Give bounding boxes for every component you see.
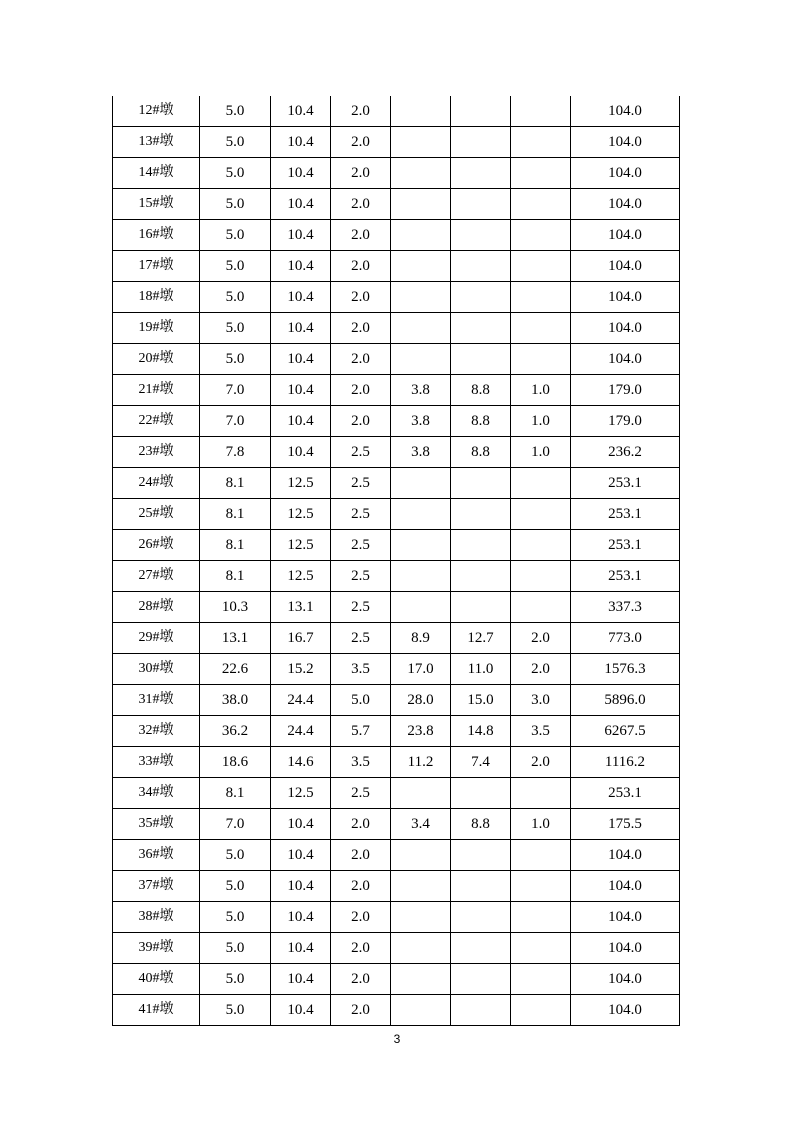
table-cell: [451, 840, 511, 871]
pier-id-cell: 37#墩: [113, 871, 200, 902]
table-cell: [511, 189, 571, 220]
table-cell: 104.0: [571, 251, 680, 282]
pier-id-cell: 25#墩: [113, 499, 200, 530]
table-cell: [391, 313, 451, 344]
table-row: [113, 778, 680, 809]
pier-id-cell: 20#墩: [113, 344, 200, 375]
table-cell: 2.0: [331, 251, 391, 282]
table-cell: 5.0: [200, 96, 271, 127]
table-cell: 2.0: [331, 964, 391, 995]
table-row: [113, 189, 680, 220]
table-cell: [511, 995, 571, 1026]
table-cell: 18.6: [200, 747, 271, 778]
table-cell: 7.0: [200, 406, 271, 437]
table-cell: 179.0: [571, 375, 680, 406]
table-cell: [451, 995, 511, 1026]
table-cell: 2.0: [331, 127, 391, 158]
table-cell: [451, 127, 511, 158]
table-cell: 2.0: [331, 282, 391, 313]
table-cell: 10.4: [271, 313, 331, 344]
table-cell: 3.8: [391, 375, 451, 406]
table-cell: 8.1: [200, 561, 271, 592]
table-row: [113, 282, 680, 313]
table-cell: 14.6: [271, 747, 331, 778]
table-cell: 104.0: [571, 127, 680, 158]
table-cell: 2.0: [331, 344, 391, 375]
table-row: [113, 871, 680, 902]
table-cell: 10.4: [271, 96, 331, 127]
pier-id-cell: 41#墩: [113, 995, 200, 1026]
table-cell: [391, 995, 451, 1026]
table-cell: 3.0: [511, 685, 571, 716]
table-cell: [391, 964, 451, 995]
table-cell: 8.8: [451, 375, 511, 406]
table-cell: 10.4: [271, 406, 331, 437]
table-cell: 5.0: [200, 189, 271, 220]
table-row: [113, 840, 680, 871]
table-cell: [511, 933, 571, 964]
table-cell: [391, 189, 451, 220]
table-cell: [391, 778, 451, 809]
table-cell: 104.0: [571, 840, 680, 871]
table-cell: 2.0: [511, 623, 571, 654]
table-cell: [451, 344, 511, 375]
table-cell: 104.0: [571, 313, 680, 344]
table-cell: [391, 561, 451, 592]
table-cell: 10.4: [271, 375, 331, 406]
table-row: [113, 437, 680, 468]
table-cell: 5.7: [331, 716, 391, 747]
table-cell: [391, 220, 451, 251]
table-cell: 3.8: [391, 406, 451, 437]
pier-id-cell: 21#墩: [113, 375, 200, 406]
table-cell: [511, 871, 571, 902]
table-cell: 2.0: [331, 902, 391, 933]
table-cell: [511, 902, 571, 933]
table-cell: 2.0: [331, 933, 391, 964]
table-row: [113, 313, 680, 344]
table-cell: 104.0: [571, 189, 680, 220]
table-row: [113, 902, 680, 933]
table-cell: 2.5: [331, 468, 391, 499]
table-cell: 10.4: [271, 251, 331, 282]
table-cell: 2.5: [331, 530, 391, 561]
table-cell: 5.0: [200, 313, 271, 344]
table-cell: 2.0: [331, 220, 391, 251]
table-cell: 175.5: [571, 809, 680, 840]
table-cell: 2.0: [331, 871, 391, 902]
table-cell: 104.0: [571, 220, 680, 251]
table-cell: 5896.0: [571, 685, 680, 716]
table-cell: 2.0: [331, 995, 391, 1026]
table-cell: [451, 282, 511, 313]
table-cell: [451, 561, 511, 592]
table-cell: 12.5: [271, 778, 331, 809]
table-cell: 104.0: [571, 96, 680, 127]
table-row: [113, 623, 680, 654]
pier-id-cell: 15#墩: [113, 189, 200, 220]
table-cell: [391, 499, 451, 530]
table-cell: [511, 127, 571, 158]
table-cell: [511, 840, 571, 871]
pier-id-cell: 36#墩: [113, 840, 200, 871]
table-cell: 5.0: [200, 344, 271, 375]
table-cell: 12.5: [271, 499, 331, 530]
table-cell: [511, 561, 571, 592]
table-cell: 12.5: [271, 468, 331, 499]
table-cell: 253.1: [571, 499, 680, 530]
table-cell: 1.0: [511, 809, 571, 840]
table-cell: [511, 468, 571, 499]
table-cell: 10.4: [271, 809, 331, 840]
table-cell: 5.0: [331, 685, 391, 716]
pier-id-cell: 13#墩: [113, 127, 200, 158]
table-cell: [451, 313, 511, 344]
table-cell: 10.4: [271, 871, 331, 902]
table-cell: [451, 964, 511, 995]
table-cell: 8.8: [451, 437, 511, 468]
table-cell: [511, 220, 571, 251]
table-row: [113, 747, 680, 778]
pier-id-cell: 39#墩: [113, 933, 200, 964]
table-cell: 12.5: [271, 561, 331, 592]
table-cell: 2.5: [331, 623, 391, 654]
table-cell: 10.4: [271, 220, 331, 251]
pier-id-cell: 18#墩: [113, 282, 200, 313]
table-row: [113, 716, 680, 747]
table-cell: [451, 96, 511, 127]
pier-id-cell: 38#墩: [113, 902, 200, 933]
table-cell: 10.4: [271, 189, 331, 220]
table-cell: 1.0: [511, 437, 571, 468]
table-cell: [451, 592, 511, 623]
table-cell: 253.1: [571, 561, 680, 592]
pier-id-cell: 33#墩: [113, 747, 200, 778]
table-cell: 38.0: [200, 685, 271, 716]
table-cell: [451, 778, 511, 809]
table-cell: [511, 530, 571, 561]
table-cell: 2.5: [331, 437, 391, 468]
table-cell: [391, 592, 451, 623]
table-cell: 5.0: [200, 127, 271, 158]
table-cell: [391, 933, 451, 964]
table-cell: [391, 530, 451, 561]
table-cell: 2.0: [331, 840, 391, 871]
table-cell: 337.3: [571, 592, 680, 623]
table-cell: 16.7: [271, 623, 331, 654]
table-cell: 10.4: [271, 127, 331, 158]
table-cell: 104.0: [571, 933, 680, 964]
table-cell: 14.8: [451, 716, 511, 747]
table-cell: 10.4: [271, 964, 331, 995]
table-cell: 12.7: [451, 623, 511, 654]
table-row: [113, 468, 680, 499]
table-cell: 2.5: [331, 778, 391, 809]
table-cell: 7.8: [200, 437, 271, 468]
table-cell: [391, 158, 451, 189]
table-cell: 5.0: [200, 220, 271, 251]
table-row: [113, 127, 680, 158]
table-cell: [451, 530, 511, 561]
table-cell: 10.4: [271, 902, 331, 933]
table-cell: 104.0: [571, 995, 680, 1026]
table-cell: 8.1: [200, 778, 271, 809]
table-cell: 1.0: [511, 406, 571, 437]
table-cell: [511, 282, 571, 313]
table-row: [113, 499, 680, 530]
table-cell: 2.0: [331, 158, 391, 189]
table-cell: 15.2: [271, 654, 331, 685]
table-cell: 3.4: [391, 809, 451, 840]
table-cell: [451, 189, 511, 220]
table-cell: 2.5: [331, 561, 391, 592]
table-cell: 2.0: [511, 654, 571, 685]
table-cell: [451, 499, 511, 530]
table-cell: 253.1: [571, 530, 680, 561]
table-cell: 10.4: [271, 995, 331, 1026]
table-cell: 104.0: [571, 282, 680, 313]
table-cell: 2.0: [511, 747, 571, 778]
table-cell: [391, 344, 451, 375]
table-cell: 104.0: [571, 902, 680, 933]
table-cell: 3.8: [391, 437, 451, 468]
table-cell: 23.8: [391, 716, 451, 747]
table-row: [113, 964, 680, 995]
table-cell: 24.4: [271, 685, 331, 716]
table-body: [113, 96, 680, 1026]
pier-id-cell: 24#墩: [113, 468, 200, 499]
table-cell: [511, 499, 571, 530]
table-cell: 236.2: [571, 437, 680, 468]
table-cell: [511, 313, 571, 344]
table-cell: 5.0: [200, 840, 271, 871]
table-cell: [451, 902, 511, 933]
table-row: [113, 96, 680, 127]
table-cell: 773.0: [571, 623, 680, 654]
table-cell: 5.0: [200, 964, 271, 995]
table-row: [113, 220, 680, 251]
table-row: [113, 654, 680, 685]
table-cell: 7.4: [451, 747, 511, 778]
table-cell: [511, 778, 571, 809]
table-cell: [511, 964, 571, 995]
table-cell: [451, 220, 511, 251]
table-cell: 104.0: [571, 158, 680, 189]
table-cell: 8.1: [200, 530, 271, 561]
table-cell: [451, 251, 511, 282]
table-cell: 1116.2: [571, 747, 680, 778]
table-cell: 1.0: [511, 375, 571, 406]
table-cell: 8.8: [451, 809, 511, 840]
table-row: [113, 344, 680, 375]
table-cell: 5.0: [200, 158, 271, 189]
table-cell: 6267.5: [571, 716, 680, 747]
table-cell: 5.0: [200, 282, 271, 313]
table-row: [113, 530, 680, 561]
table-cell: [511, 96, 571, 127]
pier-id-cell: 12#墩: [113, 96, 200, 127]
pier-id-cell: 40#墩: [113, 964, 200, 995]
pier-id-cell: 27#墩: [113, 561, 200, 592]
table-cell: 17.0: [391, 654, 451, 685]
table-row: [113, 685, 680, 716]
table-row: [113, 809, 680, 840]
pier-id-cell: 28#墩: [113, 592, 200, 623]
table-row: [113, 561, 680, 592]
table-cell: 13.1: [200, 623, 271, 654]
table-cell: 10.4: [271, 933, 331, 964]
table-cell: 10.4: [271, 840, 331, 871]
table-cell: 28.0: [391, 685, 451, 716]
table-cell: 3.5: [331, 654, 391, 685]
table-cell: 5.0: [200, 902, 271, 933]
table-cell: [451, 933, 511, 964]
pier-id-cell: 26#墩: [113, 530, 200, 561]
table-cell: 2.5: [331, 592, 391, 623]
table-cell: [511, 592, 571, 623]
pier-id-cell: 29#墩: [113, 623, 200, 654]
pier-id-cell: 31#墩: [113, 685, 200, 716]
table-cell: 253.1: [571, 778, 680, 809]
table-cell: 253.1: [571, 468, 680, 499]
table-cell: 24.4: [271, 716, 331, 747]
table-row: [113, 406, 680, 437]
table-cell: [451, 468, 511, 499]
table-cell: 15.0: [451, 685, 511, 716]
table-cell: 1576.3: [571, 654, 680, 685]
table-cell: 12.5: [271, 530, 331, 561]
table-cell: 10.3: [200, 592, 271, 623]
table-cell: [391, 127, 451, 158]
table-cell: 7.0: [200, 809, 271, 840]
table-cell: 2.0: [331, 189, 391, 220]
table-row: [113, 933, 680, 964]
table-cell: 8.1: [200, 468, 271, 499]
table-cell: 5.0: [200, 251, 271, 282]
table-cell: 5.0: [200, 871, 271, 902]
pier-id-cell: 30#墩: [113, 654, 200, 685]
pier-id-cell: 16#墩: [113, 220, 200, 251]
table-cell: [511, 251, 571, 282]
pier-id-cell: 22#墩: [113, 406, 200, 437]
table-cell: 11.0: [451, 654, 511, 685]
table-cell: [391, 282, 451, 313]
pier-id-cell: 35#墩: [113, 809, 200, 840]
table-cell: [391, 96, 451, 127]
table-cell: 7.0: [200, 375, 271, 406]
table-cell: 10.4: [271, 282, 331, 313]
table-row: [113, 592, 680, 623]
table-cell: 2.0: [331, 406, 391, 437]
table-cell: 179.0: [571, 406, 680, 437]
table-cell: [511, 344, 571, 375]
table-cell: [391, 902, 451, 933]
table-row: [113, 375, 680, 406]
table-cell: 10.4: [271, 437, 331, 468]
table-cell: 10.4: [271, 344, 331, 375]
pier-id-cell: 32#墩: [113, 716, 200, 747]
table-cell: 2.0: [331, 313, 391, 344]
table-cell: 11.2: [391, 747, 451, 778]
pier-id-cell: 14#墩: [113, 158, 200, 189]
table-cell: [391, 840, 451, 871]
table-cell: 10.4: [271, 158, 331, 189]
table-cell: [451, 158, 511, 189]
table-cell: 2.0: [331, 375, 391, 406]
table-cell: 2.0: [331, 809, 391, 840]
table-cell: 2.0: [331, 96, 391, 127]
table-row: [113, 158, 680, 189]
table-cell: [391, 468, 451, 499]
table-cell: 36.2: [200, 716, 271, 747]
table-cell: 3.5: [331, 747, 391, 778]
table-cell: [451, 871, 511, 902]
table-cell: 8.8: [451, 406, 511, 437]
table-row: [113, 251, 680, 282]
table-cell: 104.0: [571, 344, 680, 375]
table-cell: 2.5: [331, 499, 391, 530]
table-cell: 3.5: [511, 716, 571, 747]
pier-id-cell: 17#墩: [113, 251, 200, 282]
page-number: 3: [393, 1032, 401, 1046]
table-cell: 104.0: [571, 871, 680, 902]
table-cell: 5.0: [200, 933, 271, 964]
table-cell: 5.0: [200, 995, 271, 1026]
table-cell: 104.0: [571, 964, 680, 995]
pier-id-cell: 23#墩: [113, 437, 200, 468]
table-cell: 8.9: [391, 623, 451, 654]
table-cell: [391, 251, 451, 282]
table-row: [113, 995, 680, 1026]
table-cell: 8.1: [200, 499, 271, 530]
pier-data-table: [112, 96, 680, 1026]
table-cell: 13.1: [271, 592, 331, 623]
table-cell: 22.6: [200, 654, 271, 685]
table-cell: [511, 158, 571, 189]
pier-id-cell: 19#墩: [113, 313, 200, 344]
pier-id-cell: 34#墩: [113, 778, 200, 809]
table-cell: [391, 871, 451, 902]
